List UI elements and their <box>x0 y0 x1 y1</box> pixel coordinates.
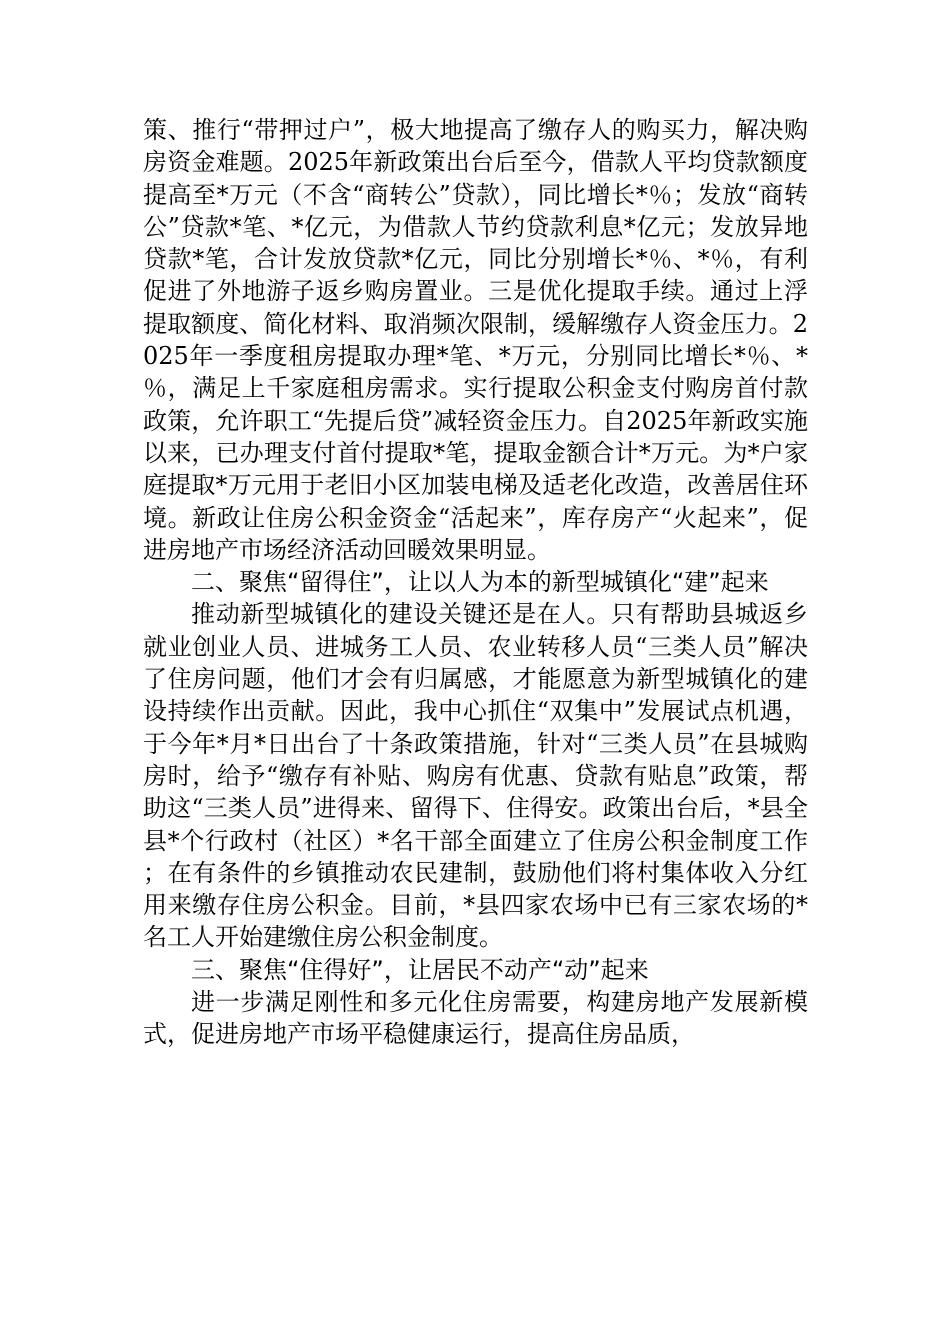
section-heading-2: 二、聚焦“留得住”，让以人为本的新型城镇化“建”起来 <box>191 568 769 597</box>
body-paragraph-1: 策、推行“带押过户”，极大地提高了缴存人的购买力，解决购房资金难题。2025年新政策出台后至今，借款人平均贷款额度提高至*万元（不含“商转公”贷款），同比增长*％；发放“商转公”贷款*笔、*亿元，为借款人节约贷款利息*亿元；发放异地贷款*笔，合计发放贷款*亿元，同比分别增长*％、*％，有利促进了外地游子返乡购房置业。三是优化提取手续。通过上浮提取额度、简化材料、取消频次限制，缓解缴存人资金压力。2025年一季度租房提取办理*笔、*万元，分别同比增长*％、*％，满足上千家庭租房需求。实行提取公积金支付购房首付款政策，允许职工“先提后贷”减轻资金压力。自2025年新政实施以来，已办理支付首付提取*笔，提取金额合计*万元。为*户家庭提取*万元用于老旧小区加装电梯及适老化改造，改善居住环境。新政让住房公积金资金“活起来”，库存房产“火起来”，促进房地产市场经济活动回暖效果明显。 <box>143 116 808 564</box>
body-paragraph-3: 进一步满足刚性和多元化住房需要，构建房地产发展新模式，促进房地产市场平稳健康运行，提高住房品质， <box>143 988 808 1049</box>
document-page <box>143 114 808 1051</box>
section-heading-3: 三、聚焦“住得好”，让居民不动产“动”起来 <box>191 955 649 984</box>
body-paragraph-2: 推动新型城镇化的建设关键还是在人。只有帮助县城返乡就业创业人员、进城务工人员、农业转移人员“三类人员”解决了住房问题，他们才会有归属感，才能愿意为新型城镇化的建设持续作出贡献。因此，我中心抓住“双集中”发展试点机遇，于今年*月*日出台了十条政策措施，针对“三类人员”在县城购房时，给予“缴存有补贴、购房有优惠、贷款有贴息”政策，帮助这“三类人员”进得来、留得下、住得安。政策出台后，*县全县*个行政村（社区）*名干部全面建立了住房公积金制度工作；在有条件的乡镇推动农民建制，鼓励他们将村集体收入分红用来缴存住房公积金。目前，*县四家农场中已有三家农场的*名工人开始建缴住房公积金制度。 <box>143 600 808 952</box>
